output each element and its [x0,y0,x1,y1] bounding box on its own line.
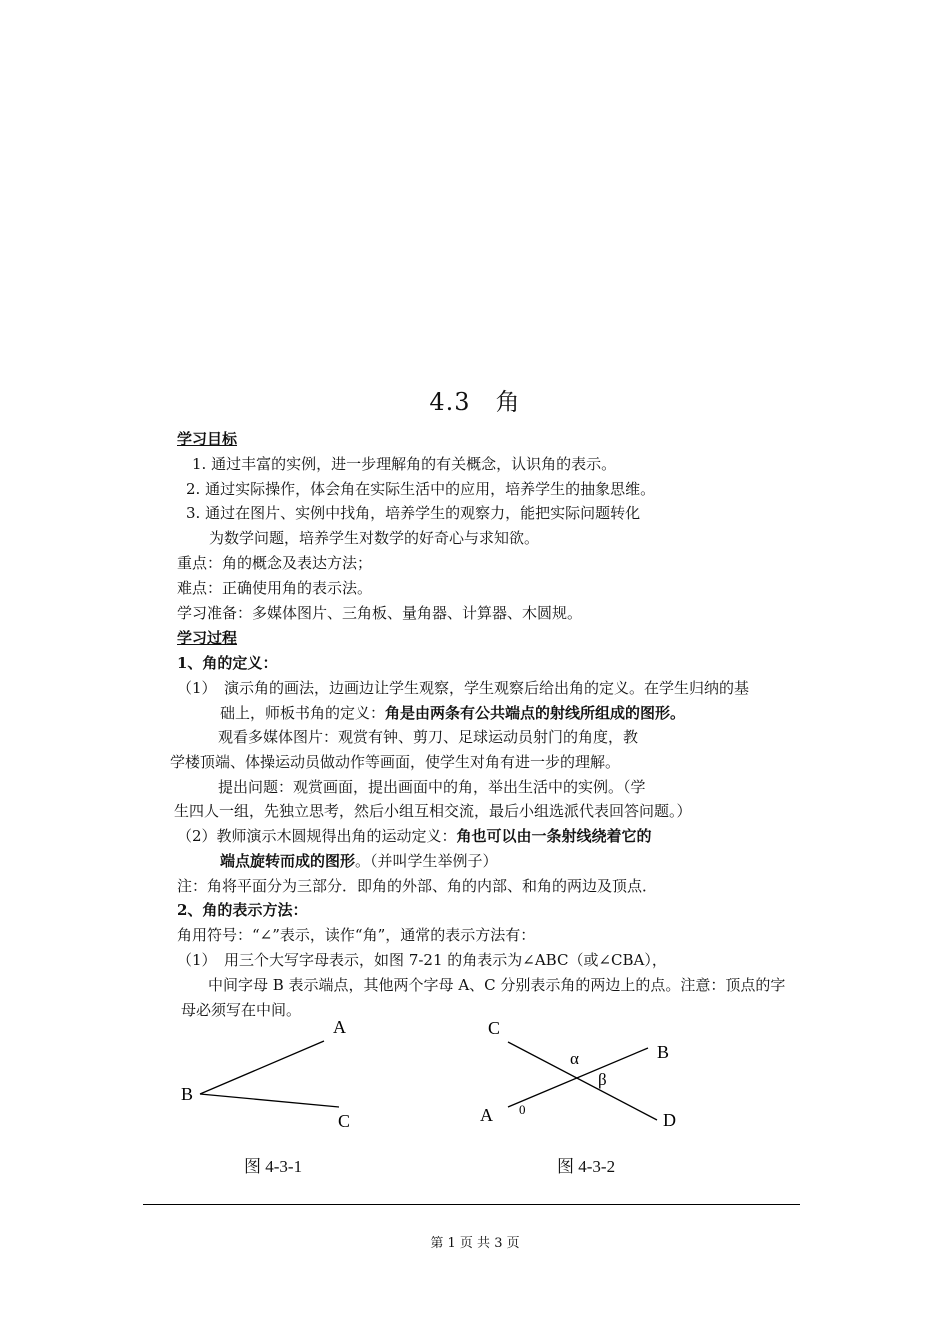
s2-p1-line2: 中间字母 B 表示端点，其他两个字母 A、C 分别表示角的两边上的点。注意：顶点的字 [208,976,786,994]
s1-p3-line2: 生四人一组，先独立思考，然后小组互相交流，最后小组选派代表回答问题。） [174,802,692,820]
fig1-label-a: A [333,1017,346,1037]
ray-BA [200,1041,324,1094]
fig2-label-a: A [480,1105,493,1125]
s1-p2-line2: 学楼顶端、体操运动员做动作等画面，使学生对角有进一步的理解。 [170,753,621,771]
ray-BC [200,1094,339,1107]
section-2-heading: 2、角的表示方法： [177,901,308,919]
goal-item-3-cont: 为数学问题，培养学生对数学的好奇心与求知欲。 [209,529,540,547]
preparation: 学习准备：多媒体图片、三角板、量角器、计算器、木圆规。 [177,604,583,622]
key-point: 重点：角的概念及表达方法； [177,554,373,572]
angle-definition: 角是由两条有公共端点的射线所组成的图形。 [385,704,686,722]
figure-2-caption: 图 4-3-2 [557,1157,616,1176]
figure-4-3-1 [181,1017,350,1131]
s1-p1-line1: （1） 演示角的画法，边画边让学生观察，学生观察后给出角的定义。在学生归纳的基 [177,679,750,697]
fig2-label-zero: 0 [519,1102,526,1117]
s1-note: 注：角将平面分为三部分．即角的外部、角的内部、和角的两边及顶点． [177,877,658,895]
s1-p3-line1: 提出问题：观赏画面，提出画面中的角，举出生活中的实例。（学 [218,778,646,796]
s1-p4-line2-suffix: 。（并叫学生举例子） [355,852,498,870]
motion-definition-1: 角也可以由一条射线绕着它的 [456,827,652,845]
fig1-label-b: B [181,1084,194,1104]
fig2-label-alpha: α [570,1049,579,1068]
s1-p2-line1: 观看多媒体图片：观赏有钟、剪刀、足球运动员射门的角度，教 [218,728,639,746]
s2-p1-line3: 母必须写在中间。 [181,1001,302,1019]
process-heading: 学习过程 [177,629,238,647]
fig2-label-b: B [657,1042,670,1062]
fig2-label-d: D [663,1110,676,1130]
figure-4-3-2 [480,1018,676,1130]
fig2-label-c: C [488,1018,501,1038]
section-1-heading: 1、角的定义： [177,654,278,672]
fig2-label-beta: β [598,1070,607,1089]
s1-p4-line1-prefix: （2）教师演示木圆规得出角的运动定义： [177,827,457,845]
goals-heading: 学习目标 [177,430,238,448]
page-footer: 第 1 页 共 3 页 [430,1236,520,1251]
goal-item-2: 2. 通过实际操作，体会角在实际生活中的应用，培养学生的抽象思维。 [186,480,656,498]
goal-item-1: 1. 通过丰富的实例，进一步理解角的有关概念，认识角的表示。 [192,455,617,473]
figure-1-caption: 图 4-3-1 [244,1157,303,1176]
motion-definition-2: 端点旋转而成的图形 [220,852,356,870]
s1-p1-line2-prefix: 础上，师板书角的定义： [220,704,386,722]
page-title: 4.3 角 [429,388,521,416]
goal-item-3: 3. 通过在图片、实例中找角，培养学生的观察力，能把实际问题转化 [186,504,641,522]
difficulty: 难点：正确使用角的表示法。 [177,579,373,597]
fig1-label-c: C [338,1111,351,1131]
s2-p1-line1: （1） 用三个大写字母表示，如图 7-21 的角表示为∠ABC（或∠CBA）， [177,951,667,969]
footer-divider [143,1204,800,1205]
s2-line1: 角用符号：“∠”表示，读作“角”，通常的表示方法有： [177,926,536,944]
